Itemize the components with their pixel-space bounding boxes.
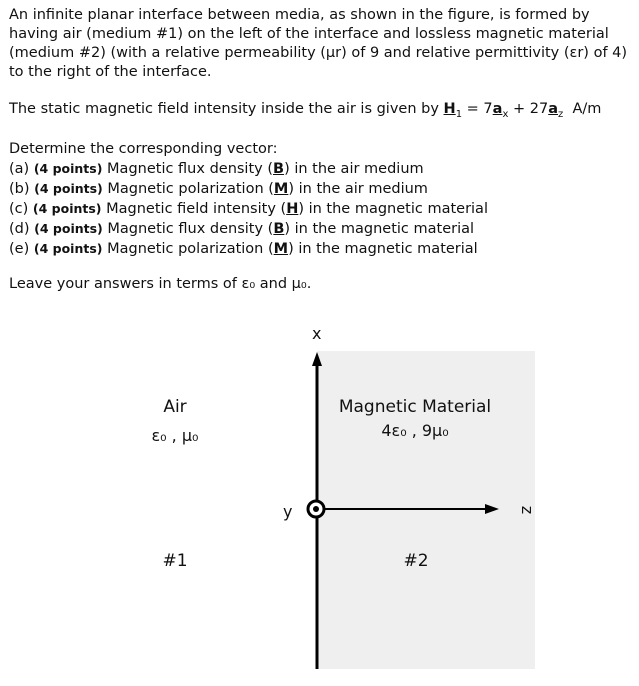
axis-z-label: z xyxy=(518,505,537,515)
air-properties: ε₀ , μ₀ xyxy=(151,426,199,445)
question-points: (4 points) xyxy=(33,161,103,176)
question-text-end: ) in the magnetic material xyxy=(288,241,478,257)
question-text: Magnetic polarization ( xyxy=(102,181,274,197)
question-text: Magnetic flux density ( xyxy=(102,221,274,237)
footer-instruction: Leave your answers in terms of ε₀ and μ₀. xyxy=(9,276,312,292)
question-text: Magnetic polarization ( xyxy=(102,241,274,257)
question-points: (4 points) xyxy=(34,181,103,196)
question-vector: B xyxy=(273,221,285,237)
question-label: (b) xyxy=(9,181,35,197)
question-text-end: ) in the magnetic material xyxy=(284,221,475,237)
unit-vector-z-sub: z xyxy=(558,108,564,120)
axis-y-label: y xyxy=(283,502,293,521)
question-label: (e) xyxy=(9,241,34,257)
unit-vector-x: a xyxy=(492,101,503,117)
material-title: Magnetic Material xyxy=(338,397,492,417)
question-text: Magnetic flux density ( xyxy=(102,161,273,177)
axis-x-label: x xyxy=(312,324,322,343)
question-label: (d) xyxy=(9,221,35,237)
question-vector: B xyxy=(273,161,285,177)
medium-2-label: #2 xyxy=(403,551,429,571)
field-prefix: The static magnetic field intensity inside the air is given by xyxy=(9,101,444,117)
unit-vector-x-sub: x xyxy=(502,108,509,120)
field-equation: = 7 xyxy=(462,101,493,117)
unit-vector-z: a xyxy=(548,101,558,117)
question-text-end: ) in the air medium xyxy=(284,161,424,177)
question-vector: H xyxy=(286,201,299,217)
question-text-end: ) in the magnetic material xyxy=(298,201,488,217)
question-text-end: ) in the air medium xyxy=(288,181,428,197)
question-points: (4 points) xyxy=(33,241,103,256)
air-title: Air xyxy=(163,397,187,417)
question-text: Magnetic field intensity ( xyxy=(101,201,287,217)
field-plus: + 27 xyxy=(508,101,549,117)
question-label: (c) xyxy=(9,201,33,217)
question-vector: M xyxy=(273,181,289,197)
question-heading: Determine the corresponding vector: xyxy=(9,141,278,157)
field-vector-symbol: H xyxy=(443,101,456,117)
question-points: (4 points) xyxy=(32,201,102,216)
question-label: (a) xyxy=(9,161,34,177)
intro-paragraph: An infinite planar interface between media, as shown in the figure, is formed by having air (medium #1) on the left of the interface and lossless magnetic material (medium #2) (with a relative permeability (μr) of 9 and relative permittivity (εr) of 4) to the right of the interface. xyxy=(9,7,628,80)
field-subscript: 1 xyxy=(455,108,463,120)
material-properties: 4ε₀ , 9μ₀ xyxy=(381,421,449,440)
y-axis-dot-icon xyxy=(313,506,319,512)
question-points: (4 points) xyxy=(34,221,103,236)
question-vector: M xyxy=(273,241,289,257)
field-units: A/m xyxy=(563,101,602,117)
medium-1-label: #1 xyxy=(162,551,188,571)
